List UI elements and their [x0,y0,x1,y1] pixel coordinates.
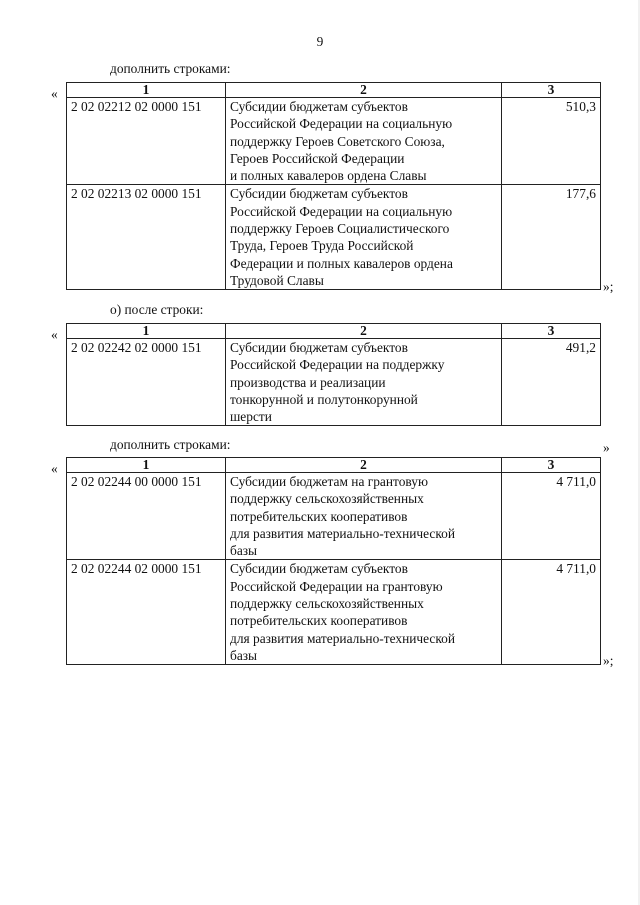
income-code: 2 02 02212 02 0000 151 [67,98,226,185]
income-description [226,473,502,560]
column-header: 1 [67,83,226,98]
table-header-row [67,458,601,473]
description-line: Федерации и полных кавалеров ордена [230,255,453,271]
column-header: 1 [67,458,226,473]
income-description [226,185,502,290]
income-code: 2 02 02244 00 0000 151 [67,473,226,560]
description-line: Труда, Героев Труда Российской [230,238,414,254]
description-line: базы [230,543,258,559]
column-header: 2 [226,83,502,98]
column-header: 1 [67,324,226,339]
description-line: для развития материально-технической [230,630,456,646]
description-line: Российской Федерации на социальную [230,203,453,219]
table-header-row [67,83,601,98]
income-description [226,560,502,665]
column-header: 3 [502,83,601,98]
income-description [226,98,502,185]
table-row [67,339,601,426]
income-code: 2 02 02213 02 0000 151 [67,185,226,290]
budget-table [66,82,601,290]
description-line: базы [230,647,258,663]
opening-quote: « [51,327,58,342]
budget-table [66,323,601,426]
amount: 177,6 [502,185,601,290]
description-line: поддержку сельскохозяйственных [230,596,424,612]
description-line: Субсидии бюджетам субъектов [230,99,408,114]
description-line: Субсидии бюджетам на грантовую [230,474,428,489]
table-row [67,98,601,185]
income-code: 2 02 02242 02 0000 151 [67,339,226,426]
description-line: шерсти [230,409,272,425]
column-header: 3 [502,458,601,473]
table-row [67,185,601,290]
description-line: Субсидии бюджетам субъектов [230,186,408,202]
description-line: поддержку сельскохозяйственных [230,491,424,507]
amount: 4 711,0 [502,473,601,560]
closing-quote: » [603,440,610,455]
budget-table [66,457,601,665]
description-line: Российской Федерации на грантовую [230,578,443,594]
section-intro: дополнить строками: [110,61,231,76]
description-line: потребительских кооперативов [230,508,408,524]
income-description [226,339,502,426]
description-line: поддержку Героев Советского Союза, [230,133,445,149]
description-line: Российской Федерации на социальную [230,116,453,132]
section-intro: дополнить строками: [110,437,231,452]
description-line: поддержку Героев Социалистического [230,221,450,237]
opening-quote: « [51,461,58,476]
description-line: Российской Федерации на поддержку [230,357,445,373]
description-line: тонкорунной и полутонкорунной [230,391,418,407]
column-header: 2 [226,324,502,339]
page-number: 9 [316,34,324,49]
column-header: 2 [226,458,502,473]
table-row [67,473,601,560]
amount: 491,2 [502,339,601,426]
table-header-row [67,324,601,339]
description-line: Субсидии бюджетам субъектов [230,561,408,577]
closing-quote: »; [603,279,614,294]
table-row [67,560,601,665]
description-line: Субсидии бюджетам субъектов [230,340,408,355]
description-line: производства и реализации [230,374,386,390]
description-line: для развития материально-технической [230,525,456,541]
description-line: потребительских кооперативов [230,613,408,629]
description-line: Героев Российской Федерации [230,150,405,166]
income-code: 2 02 02244 02 0000 151 [67,560,226,665]
column-header: 3 [502,324,601,339]
closing-quote: »; [603,653,614,668]
opening-quote: « [51,86,58,101]
description-line: и полных кавалеров ордена Славы [230,168,427,184]
amount: 4 711,0 [502,560,601,665]
section-intro: о) после строки: [110,302,204,317]
description-line: Трудовой Славы [230,272,324,288]
amount: 510,3 [502,98,601,185]
